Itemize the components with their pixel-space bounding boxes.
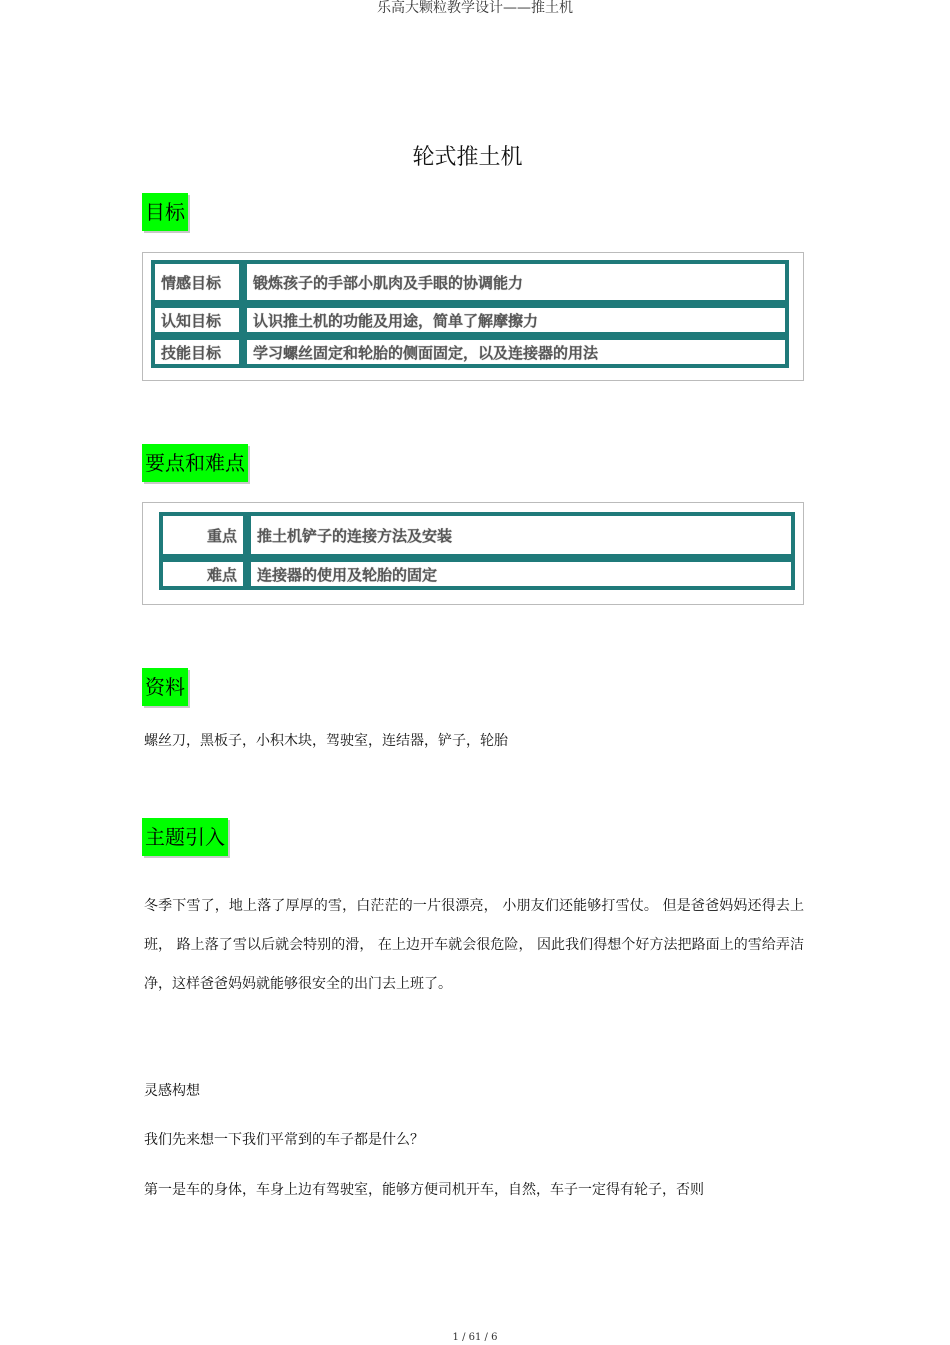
- key-key-cell: 重点: [159, 512, 247, 558]
- goals-key-cell: 认知目标: [151, 304, 243, 336]
- goals-value-cell: 锻炼孩子的手部小肌肉及手眼的协调能力: [243, 260, 789, 304]
- page-title: 轮式推土机: [412, 145, 523, 170]
- key-key-cell: 难点: [159, 558, 247, 590]
- goals-table: [151, 260, 789, 368]
- goals-value-cell: 学习螺丝固定和轮胎的侧面固定，以及连接器的用法: [243, 336, 789, 368]
- goals-value-cell: 认识推土机的功能及用途，简单了解摩擦力: [243, 304, 789, 336]
- materials-list: 螺丝刀，黑板子，小积木块，驾驶室，连结器，铲子，轮胎: [144, 733, 508, 749]
- table-row: [151, 304, 789, 336]
- goals-key-cell: 技能目标: [151, 336, 243, 368]
- goals-table-frame: [142, 252, 804, 381]
- table-row: [159, 512, 795, 558]
- body-line: 第一是车的身体，车身上边有驾驶室，能够方便司机开车，自然，车子一定得有轮子，否则: [144, 1182, 704, 1198]
- section-tag-materials: 资料: [142, 668, 188, 706]
- goals-key-cell: 情感目标: [151, 260, 243, 304]
- key-value-cell: 推土机铲子的连接方法及安装: [247, 512, 795, 558]
- intro-paragraph: 冬季下雪了，地上落了厚厚的雪，白茫茫的一片很漂亮， 小朋友们还能够打雪仗。 但是爸爸妈妈还得去上班， 路上落了雪以后就会特别的滑， 在上边开车就会很危险， 因此我们得想个好方法把路面上的雪给弄洁净，这样爸爸妈妈就能够很安全的出门去上班了。: [144, 898, 804, 992]
- table-row: [159, 558, 795, 590]
- section-tag-key-points: 要点和难点: [142, 444, 248, 482]
- table-row: [151, 336, 789, 368]
- table-row: [151, 260, 789, 304]
- section-tag-goals: 目标: [142, 193, 188, 231]
- key-table-frame: [142, 502, 804, 605]
- inspiration-heading: 灵感构想: [144, 1083, 200, 1099]
- page-header: 乐高大颗粒教学设计——推土机: [377, 0, 573, 16]
- key-value-cell: 连接器的使用及轮胎的固定: [247, 558, 795, 590]
- page-number: 1 / 61 / 6: [452, 1332, 498, 1343]
- section-tag-intro: 主题引入: [142, 818, 228, 856]
- question-text: 我们先来想一下我们平常到的车子都是什么？: [144, 1132, 424, 1148]
- key-points-table: [159, 512, 795, 590]
